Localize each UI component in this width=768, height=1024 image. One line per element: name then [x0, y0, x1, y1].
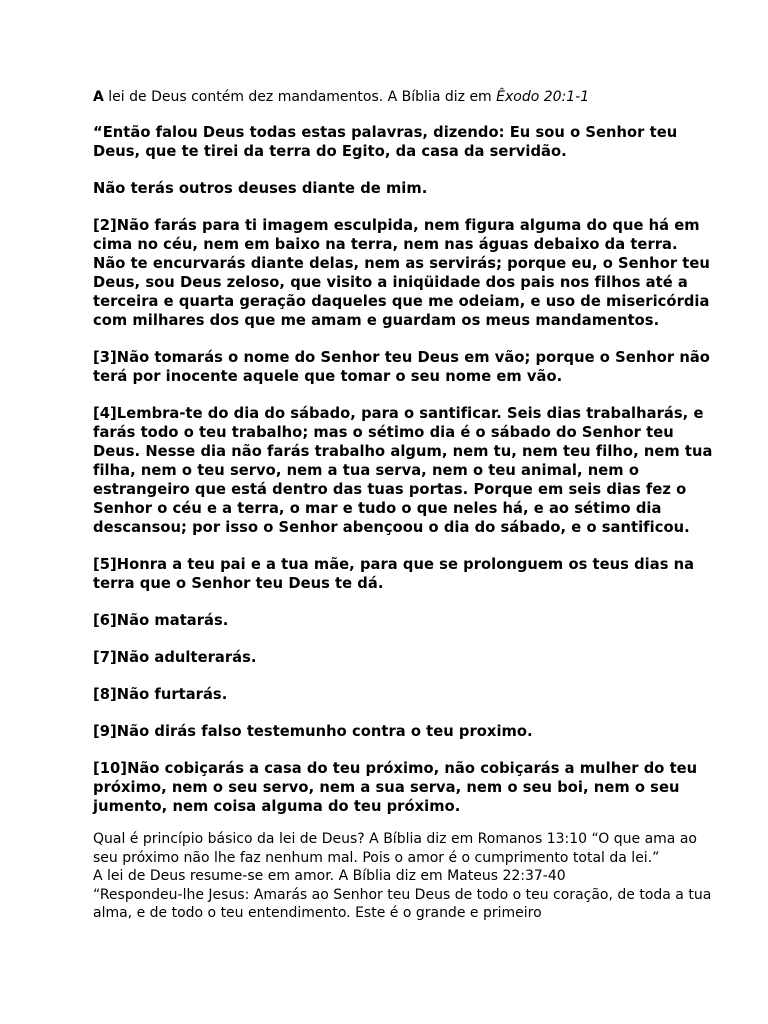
- closing-paragraph-matthew: “Respondeu-lhe Jesus: Amarás ao Senhor teu Deus de todo o teu coração, de toda a tua alma, e de todo o teu entendimento. Este é o grande e primeiro: [93, 886, 712, 921]
- commandment-2: [93, 216, 713, 330]
- document-body: [93, 88, 713, 923]
- closing-paragraph-summary: A lei de Deus resume-se em amor. A Bíblia diz em Mateus 22:37-40: [93, 868, 566, 884]
- commandment-text: Não terás outros deuses diante de mim.: [93, 180, 428, 197]
- commandment-number: [9]: [93, 723, 117, 740]
- commandment-3: [93, 348, 713, 386]
- commandment-text: Honra a teu pai e a tua mãe, para que se prolonguem os teus dias na terra que o Senhor teu Deus te dá.: [93, 556, 695, 592]
- commandment-number: [6]: [93, 612, 117, 629]
- commandment-number: [4]: [93, 405, 117, 422]
- commandment-9: [93, 722, 713, 741]
- closing-paragraph-romans: Qual é princípio básico da lei de Deus? A Bíblia diz em Romanos 13:10 “O que ama ao seu próximo não lhe faz nenhum mal. Pois o amor é o cumprimento total da lei.”: [93, 831, 697, 866]
- commandment-number: [10]: [93, 760, 128, 777]
- commandment-4: [93, 404, 713, 537]
- commandment-text: Não furtarás.: [116, 686, 228, 703]
- commandment-6: [93, 611, 713, 630]
- commandment-number: [3]: [93, 349, 117, 366]
- commandment-text: Não dirás falso testemunho contra o teu proximo.: [116, 723, 533, 740]
- intro-text: lei de Deus contém dez mandamentos. A Bíblia diz em: [103, 89, 497, 105]
- intro-reference: Êxodo 20:1-1: [496, 89, 590, 105]
- commandment-text: Lembra-te do dia do sábado, para o santificar. Seis dias trabalharás, e farás todo o teu trabalho; mas o sétimo dia é o sábado do Senhor teu Deus. Nesse dia não farás trabalho algum, nem tu, nem teu filho, nem tua filha, nem o teu servo, nem a tua serva, nem o teu animal, nem o estrangeiro que está dentro das tuas portas. Porque em seis dias fez o Senhor o céu e a terra, o mar e tudo o que neles há, e ao sétimo dia descansou; por isso o Senhor abençoou o dia do sábado, e o santificou.: [93, 405, 713, 536]
- commandment-5: [93, 555, 713, 593]
- commandment-text: Não cobiçarás a casa do teu próximo, não cobiçarás a mulher do teu próximo, nem o seu servo, nem a sua serva, nem o seu boi, nem o seu jumento, nem coisa alguma do teu próximo.: [93, 760, 698, 815]
- commandment-text: Não adulterarás.: [116, 649, 257, 666]
- commandment-10: [93, 759, 713, 816]
- commandment-8: [93, 685, 713, 704]
- intro-line: [93, 88, 713, 107]
- commandment-number: [2]: [93, 217, 117, 234]
- commandment-text: Não matarás.: [116, 612, 229, 629]
- commandment-7: [93, 648, 713, 667]
- commandment-number: [8]: [93, 686, 117, 703]
- commandment-number: [5]: [93, 556, 117, 573]
- commandment-text: Não farás para ti imagem esculpida, nem figura alguma do que há em cima no céu, nem em baixo na terra, nem nas águas debaixo da terra. Não te encurvarás diante delas, nem as servirás; porque eu, o Senhor teu Deus, sou Deus zeloso, que visito a iniqüidade dos pais nos filhos até a terceira e quarta geração daqueles que me odeiam, e uso de misericórdia com milhares dos que me amam e guardam os meus mandamentos.: [93, 217, 710, 329]
- commandment-text: “Então falou Deus todas estas palavras, dizendo: Eu sou o Senhor teu Deus, que te tirei da terra do Egito, da casa da servidão.: [93, 124, 678, 160]
- commandment-text: Não tomarás o nome do Senhor teu Deus em vão; porque o Senhor não terá por inocente aquele que tomar o seu nome em vão.: [93, 349, 710, 385]
- commandment-number: [7]: [93, 649, 117, 666]
- commandment-preamble: [93, 123, 713, 161]
- intro-lead-letter: A: [93, 89, 104, 105]
- commandment-1: [93, 179, 713, 198]
